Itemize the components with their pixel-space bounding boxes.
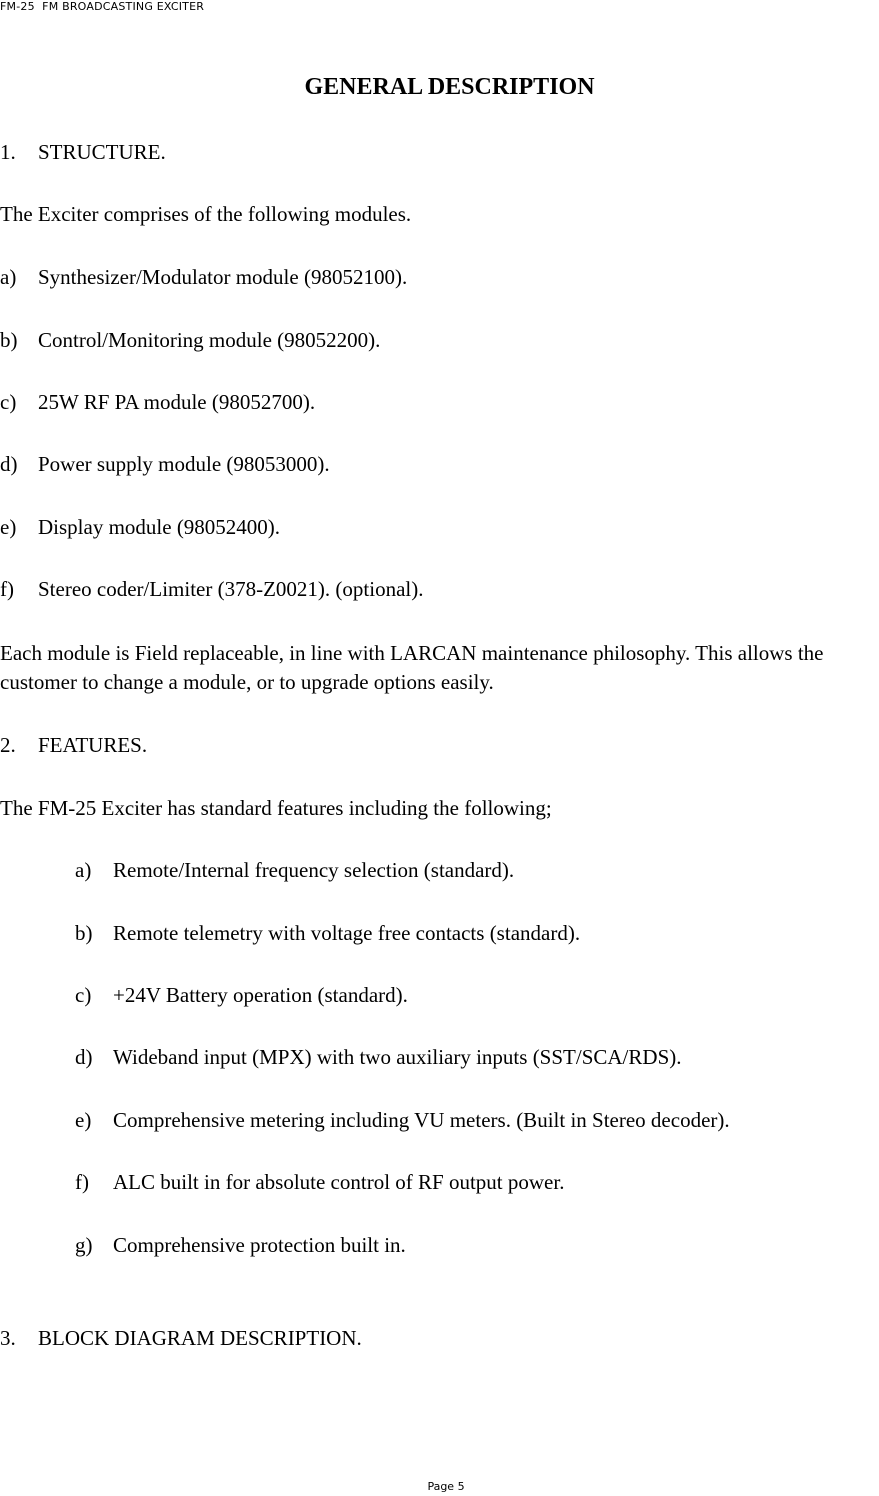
list-item-marker: a) [75,858,92,882]
section-1-heading: STRUCTURE. [38,140,166,164]
list-item-marker: e) [0,515,17,539]
list-item-marker: b) [75,921,93,945]
list-item-marker: f) [0,577,14,601]
list-item-marker: d) [0,452,18,476]
section-1-number: 1. [0,140,16,164]
running-header: FM-25 FM BROADCASTING EXCITER [0,0,205,13]
list-item-marker: e) [75,1108,92,1132]
list-item-marker: f) [75,1170,89,1194]
list-item-text: Remote telemetry with voltage free contacts (standard). [113,921,581,945]
section-2-intro: The FM-25 Exciter has standard features including the following; [0,796,552,820]
section-2-number: 2. [0,733,16,757]
list-item-text: Stereo coder/Limiter (378-Z0021). (optional). [38,577,424,601]
list-item-marker: d) [75,1045,93,1069]
list-item-marker: c) [0,390,17,414]
list-item-marker: b) [0,328,18,352]
list-item-text: Display module (98052400). [38,515,281,539]
section-3-heading: BLOCK DIAGRAM DESCRIPTION. [38,1326,362,1350]
list-item-text: Comprehensive protection built in. [113,1233,406,1257]
list-item-marker: g) [75,1233,93,1257]
list-item-text: Power supply module (98053000). [38,452,330,476]
section-1-intro: The Exciter comprises of the following modules. [0,202,412,226]
page-number: Page 5 [427,1480,465,1493]
section-2-heading: FEATURES. [38,733,148,757]
list-item-marker: a) [0,265,17,289]
list-item-text: 25W RF PA module (98052700). [38,390,316,414]
list-item-text: +24V Battery operation (standard). [113,983,408,1007]
list-item-text: Control/Monitoring module (98052200). [38,328,381,352]
list-item-text: Comprehensive metering including VU meters. (Built in Stereo decoder). [113,1108,730,1132]
section-1-closing-paragraph: Each module is Field replaceable, in line with LARCAN maintenance philosophy. This allows the customer to change a module, or to upgrade options easily. [0,641,824,694]
page-title: GENERAL DESCRIPTION [304,74,595,100]
list-item-text: Synthesizer/Modulator module (98052100). [38,265,408,289]
list-item-text: Remote/Internal frequency selection (standard). [113,858,515,882]
list-item-text: ALC built in for absolute control of RF output power. [113,1170,565,1194]
list-item-marker: c) [75,983,92,1007]
section-3-number: 3. [0,1326,16,1350]
list-item-text: Wideband input (MPX) with two auxiliary inputs (SST/SCA/RDS). [113,1045,682,1069]
